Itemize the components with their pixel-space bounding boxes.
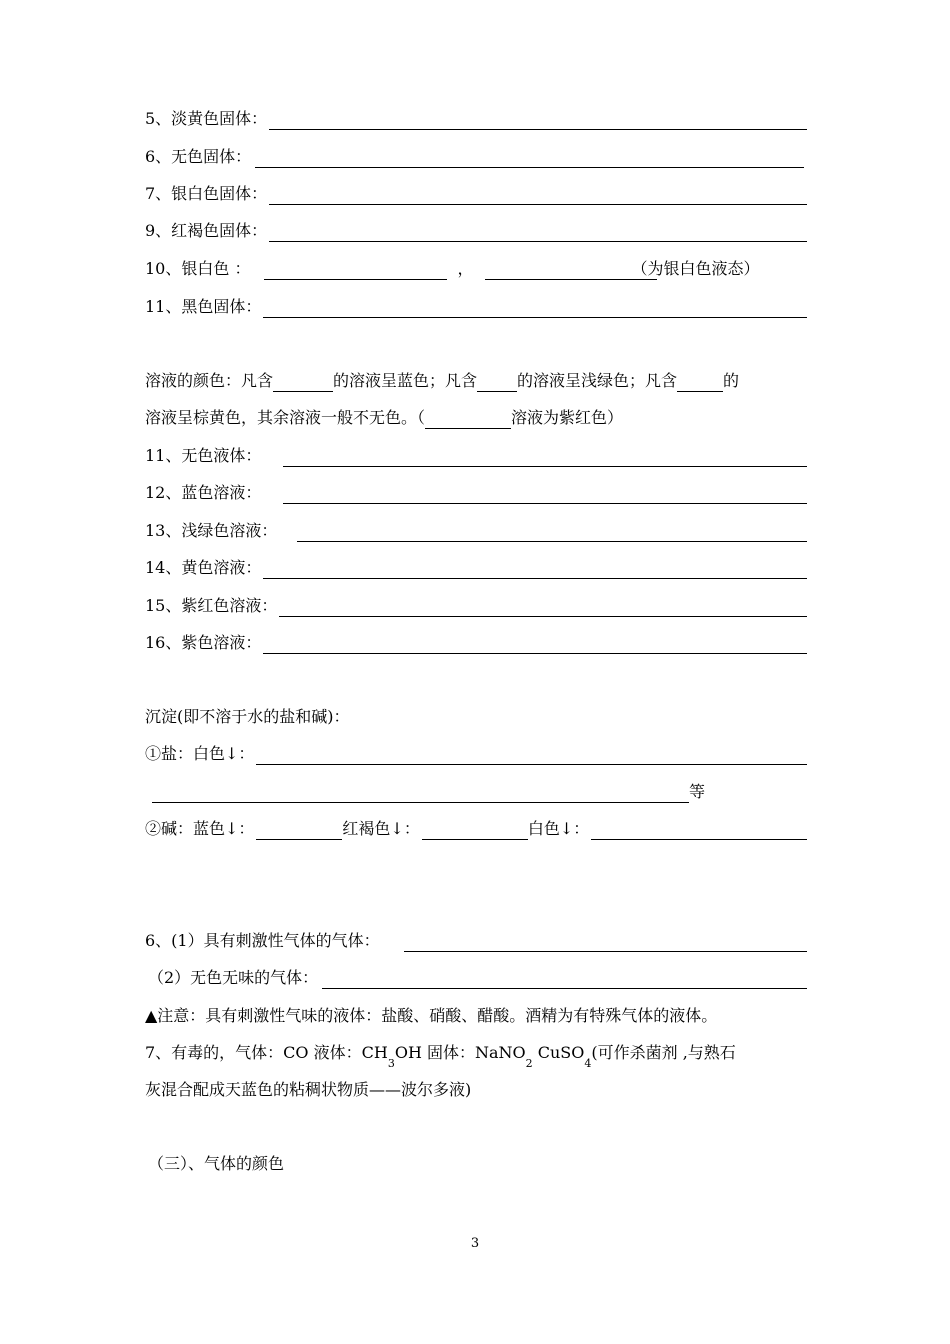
answer-blank[interactable] (255, 147, 804, 168)
gas-pungent-label: 6、(1）具有刺激性气体的气体： (145, 931, 380, 950)
precipitate-salt-suffix: 等 (689, 782, 706, 801)
pungent-liquid-note: ▲注意：具有刺激性气味的液体：盐酸、硝酸、醋酸。酒精为有特殊气体的液体。 (145, 1006, 718, 1025)
answer-blank[interactable] (425, 408, 511, 429)
solution-label: 14、黄色溶液： (145, 558, 262, 577)
answer-blank[interactable] (404, 931, 807, 952)
solution-label: 16、紫色溶液： (145, 633, 262, 652)
solution-color-text: 的溶液呈浅绿色；凡含 (517, 371, 678, 390)
solution-row-pale-green (145, 512, 807, 542)
mercury-note: （为银白色液态） (631, 259, 760, 278)
answer-blank[interactable] (283, 446, 807, 467)
solid-label: 10、银白色 ： (145, 259, 251, 278)
solid-row-pale-yellow (145, 100, 807, 130)
answer-blank[interactable] (263, 558, 807, 579)
gas-odorless-row (148, 959, 807, 989)
answer-blank[interactable] (269, 184, 807, 205)
precipitate-base-red-label: 红褐色↓： (342, 819, 420, 838)
separator-comma: ， (457, 259, 474, 278)
answer-blank[interactable] (263, 633, 807, 654)
gas-pungent-row (145, 922, 807, 952)
gas-odorless-label: （2）无色无味的气体： (148, 968, 319, 987)
precipitate-base-row (145, 810, 807, 840)
solution-row-colorless-liquid (145, 437, 807, 467)
solution-color-text: 溶液为紫红色） (511, 408, 624, 427)
answer-blank[interactable] (477, 371, 517, 392)
answer-blank[interactable] (283, 483, 807, 504)
page-number: 3 (470, 1236, 480, 1251)
precipitate-salt-continued (152, 773, 807, 803)
solid-label: 6、无色固体： (145, 147, 252, 166)
solution-color-text: 的 (723, 371, 740, 390)
solid-row-colorless (145, 138, 804, 168)
answer-blank[interactable] (591, 819, 807, 840)
solution-label: 13、浅绿色溶液： (145, 521, 278, 540)
answer-blank[interactable] (422, 819, 528, 840)
precipitate-salt-row (145, 735, 807, 765)
toxic-substances-line-1: 7、有毒的，气体：CO 液体：CH 3 OH 固体：NaNO 2 CuSO 4 (可作杀菌剂 ,与熟石 (145, 1043, 736, 1070)
solution-row-blue (145, 474, 807, 504)
solid-row-red-brown (145, 212, 807, 242)
answer-blank[interactable] (273, 371, 333, 392)
answer-blank[interactable] (264, 259, 447, 280)
solution-color-text: 溶液呈棕黄色，其余溶液一般不无色。（ (145, 408, 426, 427)
solution-label: 11、无色液体： (145, 446, 262, 465)
precipitate-heading: 沉淀(即不溶于水的盐和碱)： (145, 707, 350, 726)
section-heading: （三）、气体的颜色 (148, 1154, 285, 1173)
precipitate-base-white-label: 白色↓： (527, 819, 590, 838)
answer-blank[interactable] (297, 521, 807, 542)
solid-row-black (145, 288, 807, 318)
answer-blank[interactable] (256, 744, 807, 765)
precipitate-base-label: ②碱：蓝色↓： (145, 819, 255, 838)
precipitate-salt-label: ①盐：白色↓： (145, 744, 255, 763)
answer-blank[interactable] (256, 819, 342, 840)
solution-color-line-1 (145, 362, 807, 392)
solid-label: 9、红褐色固体： (145, 221, 268, 240)
solid-label: 11、黑色固体： (145, 297, 262, 316)
toxic-text: 7、有毒的，气体：CO 液体：CH (145, 1043, 388, 1062)
answer-blank[interactable] (269, 109, 807, 130)
solution-color-line-2 (145, 399, 807, 429)
answer-blank[interactable] (322, 968, 807, 989)
answer-blank[interactable] (279, 596, 807, 617)
toxic-text: (可作杀菌剂 ,与熟石 (591, 1043, 736, 1062)
toxic-text: CuSO (532, 1043, 585, 1062)
answer-blank[interactable] (263, 297, 807, 318)
solid-row-silver-white-metal (145, 250, 807, 280)
solution-label: 15、紫红色溶液： (145, 596, 278, 615)
solution-color-text: 溶液的颜色：凡含 (145, 371, 274, 390)
solution-row-yellow (145, 549, 807, 579)
solution-label: 12、蓝色溶液： (145, 483, 262, 502)
solid-row-silver-white (145, 175, 807, 205)
toxic-text: OH 固体：NaNO (394, 1043, 526, 1062)
solid-label: 7、银白色固体： (145, 184, 268, 203)
solution-row-purple-red (145, 587, 807, 617)
toxic-substances-line-2: 灰混合配成天蓝色的粘稠状物质——波尔多液) (145, 1080, 472, 1099)
answer-blank[interactable] (269, 221, 807, 242)
solution-color-text: 的溶液呈蓝色；凡含 (333, 371, 478, 390)
solid-label: 5、淡黄色固体： (145, 109, 268, 128)
answer-blank[interactable] (152, 782, 689, 803)
answer-blank[interactable] (677, 371, 723, 392)
solution-row-purple (145, 624, 807, 654)
